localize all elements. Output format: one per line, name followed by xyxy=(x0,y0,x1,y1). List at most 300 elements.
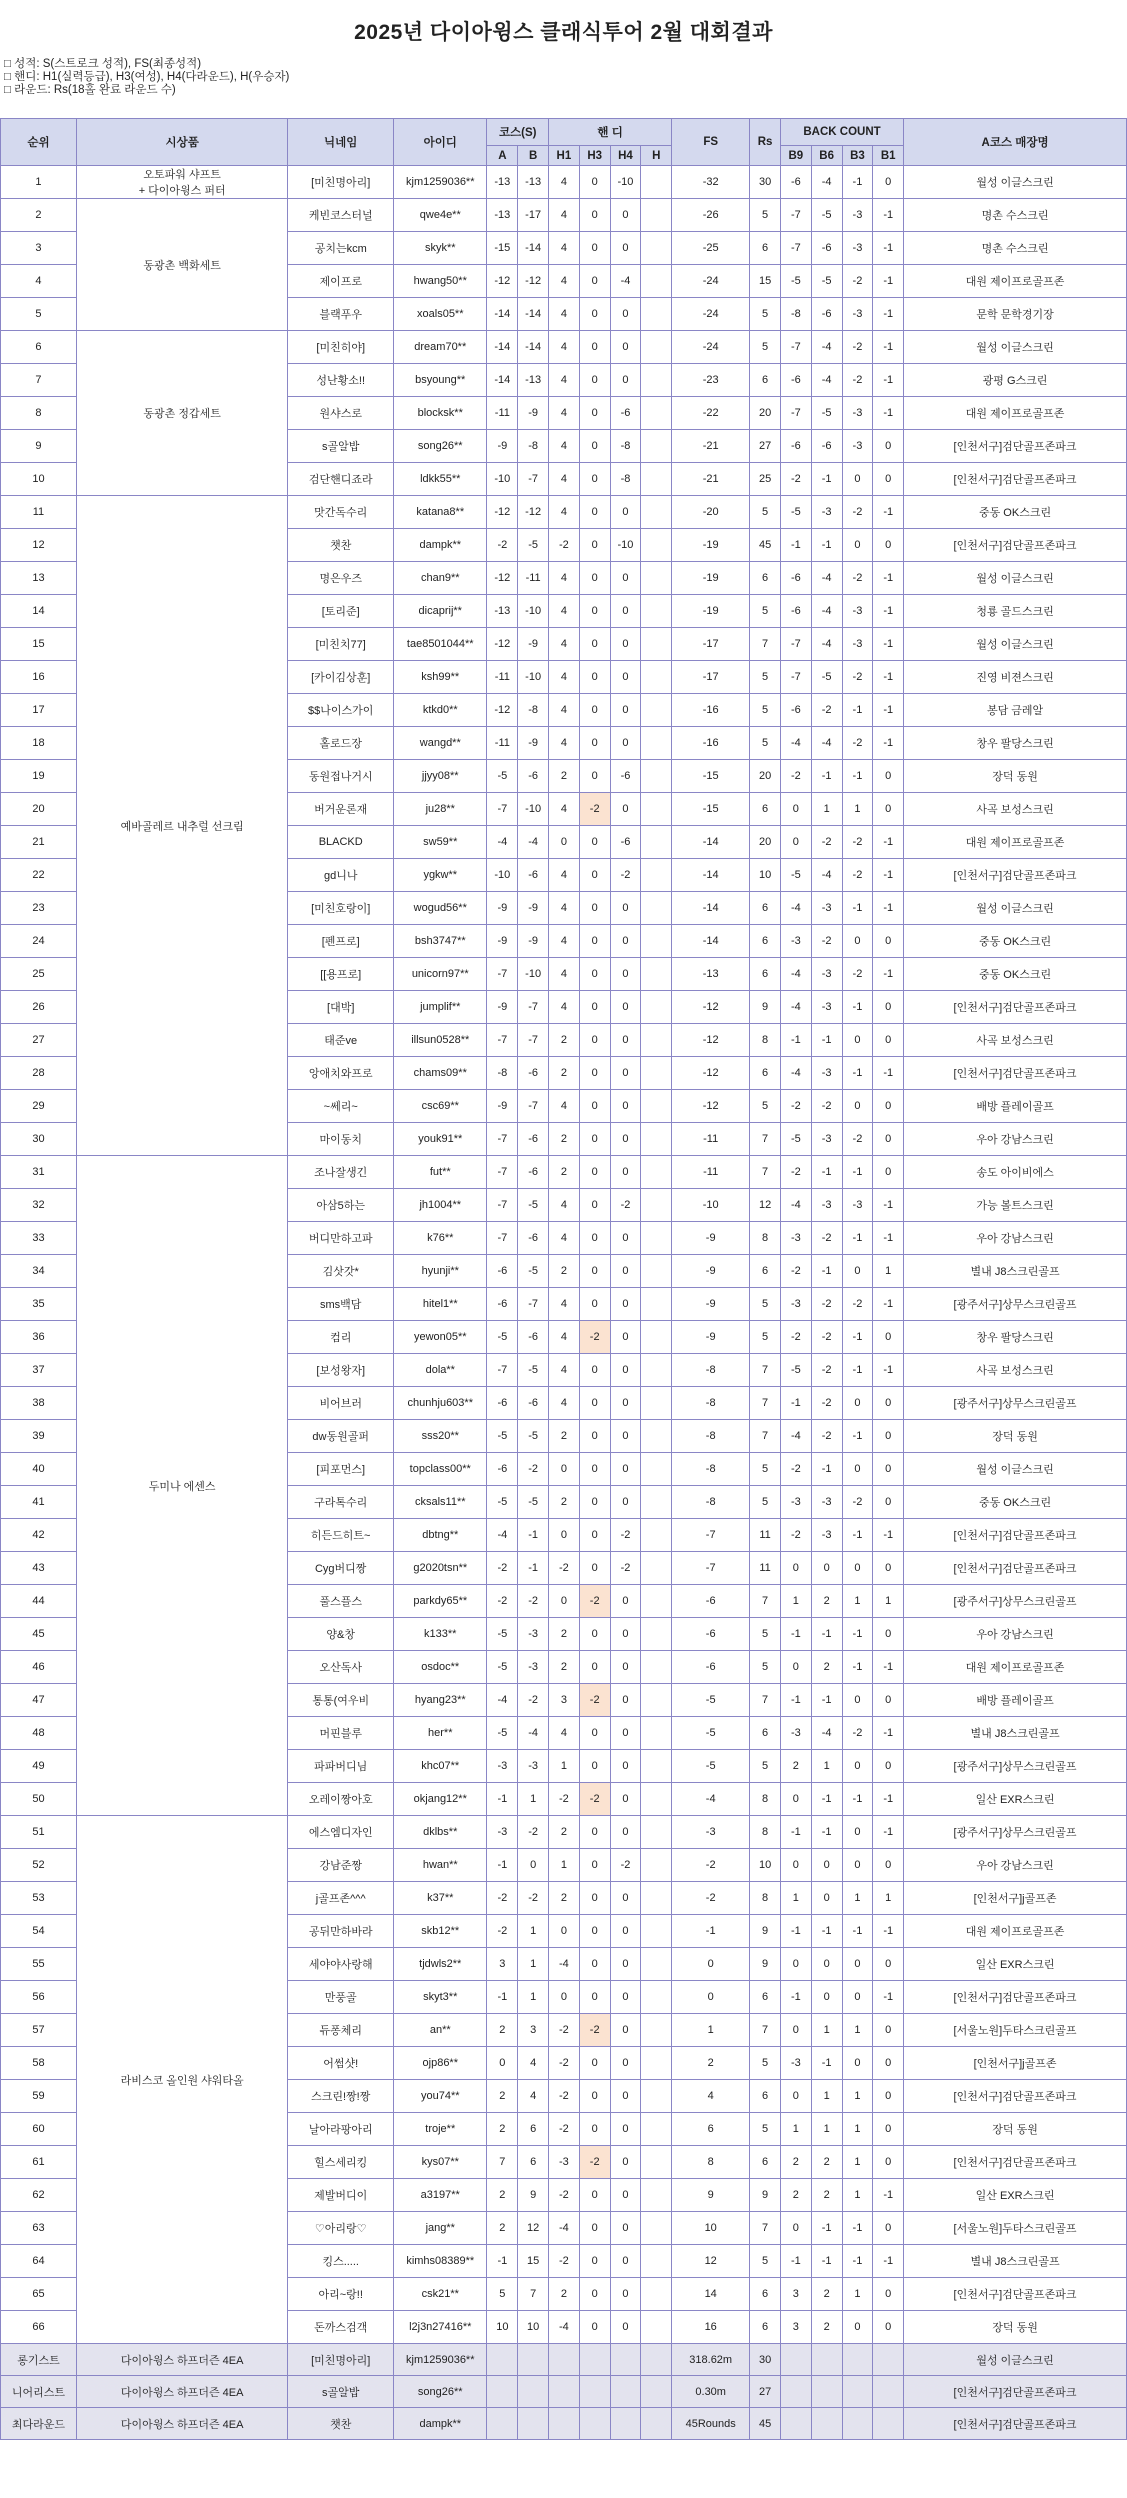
course-a-cell: 10 xyxy=(487,2311,518,2344)
b3-cell: 0 xyxy=(842,1552,873,1585)
nickname-cell: 오레이짱아호 xyxy=(288,1783,394,1816)
award-prize-cell: 다이아윙스 하프더즌 4EA xyxy=(76,2376,287,2408)
b6-cell: -4 xyxy=(811,628,842,661)
b9-cell: -1 xyxy=(780,529,811,562)
rank-cell: 16 xyxy=(1,661,77,694)
b6-cell: 1 xyxy=(811,1750,842,1783)
h1-cell: 4 xyxy=(549,265,580,298)
h3-cell: 0 xyxy=(579,1849,610,1882)
course-a-cell: -7 xyxy=(487,958,518,991)
b9-cell: -5 xyxy=(780,1123,811,1156)
b1-cell: 0 xyxy=(873,1090,904,1123)
b1-cell: -1 xyxy=(873,331,904,364)
course-b-cell: 4 xyxy=(518,2047,549,2080)
b9-cell: -6 xyxy=(780,562,811,595)
h-cell xyxy=(641,2278,672,2311)
b1-cell: 0 xyxy=(873,1486,904,1519)
h3-cell: 0 xyxy=(579,2080,610,2113)
h-cell xyxy=(641,1090,672,1123)
nickname-cell: 스크린!짱!짱 xyxy=(288,2080,394,2113)
award-empty-cell xyxy=(610,2376,641,2408)
b1-cell: 0 xyxy=(873,166,904,199)
h1-cell: 4 xyxy=(549,925,580,958)
course-b-cell: -7 xyxy=(518,1288,549,1321)
rank-cell: 27 xyxy=(1,1024,77,1057)
course-a-cell: -12 xyxy=(487,496,518,529)
store-cell: [인천서구]j골프존 xyxy=(904,2047,1127,2080)
h4-cell: 0 xyxy=(610,1255,641,1288)
rank-cell: 33 xyxy=(1,1222,77,1255)
course-b-cell: -7 xyxy=(518,1024,549,1057)
rank-cell: 59 xyxy=(1,2080,77,2113)
id-cell: dream70** xyxy=(394,331,487,364)
award-empty-cell xyxy=(641,2344,672,2376)
b6-cell: -1 xyxy=(811,1156,842,1189)
award-empty-cell xyxy=(641,2408,672,2440)
course-a-cell: -9 xyxy=(487,925,518,958)
h1-cell: 2 xyxy=(549,1024,580,1057)
h4-cell: 0 xyxy=(610,2278,641,2311)
store-cell: 창우 팔당스크린 xyxy=(904,727,1127,760)
course-b-cell: -13 xyxy=(518,166,549,199)
b9-cell: -3 xyxy=(780,1717,811,1750)
b6-cell: 2 xyxy=(811,2179,842,2212)
h1-cell: -4 xyxy=(549,2311,580,2344)
h3-cell: 0 xyxy=(579,1123,610,1156)
b6-cell: -5 xyxy=(811,397,842,430)
rs-cell: 5 xyxy=(750,595,781,628)
b3-cell: -2 xyxy=(842,661,873,694)
h3-cell: 0 xyxy=(579,1387,610,1420)
b3-cell: -2 xyxy=(842,826,873,859)
fs-cell: -1 xyxy=(672,1915,750,1948)
store-cell: 장덕 동원 xyxy=(904,2311,1127,2344)
b9-cell: -4 xyxy=(780,1420,811,1453)
b3-cell: -1 xyxy=(842,760,873,793)
nickname-cell: 마이동치 xyxy=(288,1123,394,1156)
b9-cell: -4 xyxy=(780,991,811,1024)
rank-cell: 36 xyxy=(1,1321,77,1354)
award-row xyxy=(1,2408,1127,2440)
b3-cell: 1 xyxy=(842,1585,873,1618)
course-b-cell: -2 xyxy=(518,1453,549,1486)
table-row xyxy=(1,331,1127,364)
store-cell: 월성 이글스크린 xyxy=(904,331,1127,364)
award-rs-cell: 45 xyxy=(750,2408,781,2440)
rank-cell: 18 xyxy=(1,727,77,760)
fs-cell: -5 xyxy=(672,1684,750,1717)
fs-cell: -14 xyxy=(672,859,750,892)
rank-cell: 17 xyxy=(1,694,77,727)
b3-cell: -3 xyxy=(842,595,873,628)
header-course: 코스(S) xyxy=(487,119,549,146)
rs-cell: 5 xyxy=(750,1486,781,1519)
rank-cell: 15 xyxy=(1,628,77,661)
rank-cell: 39 xyxy=(1,1420,77,1453)
course-b-cell: -3 xyxy=(518,1618,549,1651)
rs-cell: 9 xyxy=(750,1948,781,1981)
b6-cell: -2 xyxy=(811,1090,842,1123)
id-cell: k133** xyxy=(394,1618,487,1651)
id-cell: you74** xyxy=(394,2080,487,2113)
b3-cell: 0 xyxy=(842,1090,873,1123)
b1-cell: -1 xyxy=(873,1519,904,1552)
h-cell xyxy=(641,199,672,232)
rs-cell: 12 xyxy=(750,1189,781,1222)
h1-cell: 2 xyxy=(549,1882,580,1915)
h1-cell: 0 xyxy=(549,1915,580,1948)
b6-cell: -1 xyxy=(811,529,842,562)
rank-cell: 23 xyxy=(1,892,77,925)
h4-cell: -6 xyxy=(610,826,641,859)
fs-cell: -10 xyxy=(672,1189,750,1222)
h-cell xyxy=(641,1981,672,2014)
b9-cell: 0 xyxy=(780,1783,811,1816)
id-cell: an** xyxy=(394,2014,487,2047)
b6-cell: -4 xyxy=(811,595,842,628)
h1-cell: 2 xyxy=(549,1420,580,1453)
h1-cell: 4 xyxy=(549,364,580,397)
h3-cell: 0 xyxy=(579,1189,610,1222)
b6-cell: -3 xyxy=(811,991,842,1024)
rank-cell: 63 xyxy=(1,2212,77,2245)
h-cell xyxy=(641,2212,672,2245)
h4-cell: -8 xyxy=(610,463,641,496)
award-empty-cell xyxy=(873,2376,904,2408)
b9-cell: -8 xyxy=(780,298,811,331)
h1-cell: 4 xyxy=(549,793,580,826)
nickname-cell: 히든드히트~ xyxy=(288,1519,394,1552)
award-label-cell: 롱기스트 xyxy=(1,2344,77,2376)
id-cell: youk91** xyxy=(394,1123,487,1156)
id-cell: cksals11** xyxy=(394,1486,487,1519)
nickname-cell: 블랙푸우 xyxy=(288,298,394,331)
id-cell: sss20** xyxy=(394,1420,487,1453)
fs-cell: 12 xyxy=(672,2245,750,2278)
h4-cell: 0 xyxy=(610,1288,641,1321)
id-cell: l2j3n27416** xyxy=(394,2311,487,2344)
b9-cell: -4 xyxy=(780,727,811,760)
h4-cell: 0 xyxy=(610,298,641,331)
course-a-cell: -2 xyxy=(487,1552,518,1585)
fs-cell: -24 xyxy=(672,298,750,331)
b6-cell: -1 xyxy=(811,1255,842,1288)
b6-cell: -2 xyxy=(811,1288,842,1321)
course-b-cell: -1 xyxy=(518,1519,549,1552)
fs-cell: -8 xyxy=(672,1387,750,1420)
course-b-cell: -2 xyxy=(518,1684,549,1717)
b6-cell: -1 xyxy=(811,1684,842,1717)
b1-cell: -1 xyxy=(873,265,904,298)
h-cell xyxy=(641,1783,672,1816)
rank-cell: 35 xyxy=(1,1288,77,1321)
rs-cell: 27 xyxy=(750,430,781,463)
h4-cell: 0 xyxy=(610,1915,641,1948)
h1-cell: -2 xyxy=(549,2179,580,2212)
h1-cell: 4 xyxy=(549,562,580,595)
rank-cell: 25 xyxy=(1,958,77,991)
course-b-cell: -12 xyxy=(518,265,549,298)
course-a-cell: -5 xyxy=(487,1321,518,1354)
store-cell: 별내 J8스크린골프 xyxy=(904,1255,1127,1288)
h1-cell: 4 xyxy=(549,199,580,232)
id-cell: dbtng** xyxy=(394,1519,487,1552)
id-cell: ksh99** xyxy=(394,661,487,694)
course-a-cell: -1 xyxy=(487,1783,518,1816)
h4-cell: 0 xyxy=(610,1816,641,1849)
h1-cell: 0 xyxy=(549,1453,580,1486)
b9-cell: -3 xyxy=(780,1222,811,1255)
rank-cell: 3 xyxy=(1,232,77,265)
b6-cell: -5 xyxy=(811,199,842,232)
b3-cell: -1 xyxy=(842,166,873,199)
rank-cell: 62 xyxy=(1,2179,77,2212)
rank-cell: 64 xyxy=(1,2245,77,2278)
h4-cell: 0 xyxy=(610,331,641,364)
store-cell: 봉담 금레알 xyxy=(904,694,1127,727)
nickname-cell: 머핀블루 xyxy=(288,1717,394,1750)
rs-cell: 8 xyxy=(750,1024,781,1057)
b9-cell: -2 xyxy=(780,463,811,496)
fs-cell: -13 xyxy=(672,958,750,991)
b1-cell: -1 xyxy=(873,727,904,760)
h3-cell: -2 xyxy=(579,1783,610,1816)
nickname-cell: [미친치77] xyxy=(288,628,394,661)
h-cell xyxy=(641,397,672,430)
b6-cell: -4 xyxy=(811,1717,842,1750)
nickname-cell: sms백담 xyxy=(288,1288,394,1321)
rank-cell: 20 xyxy=(1,793,77,826)
rs-cell: 7 xyxy=(750,2212,781,2245)
h1-cell: -4 xyxy=(549,1948,580,1981)
b1-cell: 0 xyxy=(873,1156,904,1189)
rank-cell: 44 xyxy=(1,1585,77,1618)
rs-cell: 8 xyxy=(750,1222,781,1255)
header-b3: B3 xyxy=(842,146,873,166)
id-cell: dklbs** xyxy=(394,1816,487,1849)
h1-cell: 4 xyxy=(549,1189,580,1222)
b9-cell: 2 xyxy=(780,2179,811,2212)
store-cell: 사곡 보성스크린 xyxy=(904,1354,1127,1387)
rank-cell: 61 xyxy=(1,2146,77,2179)
b9-cell: -4 xyxy=(780,1057,811,1090)
nickname-cell: 검단핸디죠라 xyxy=(288,463,394,496)
rs-cell: 8 xyxy=(750,1816,781,1849)
b3-cell: -2 xyxy=(842,1717,873,1750)
h4-cell: 0 xyxy=(610,364,641,397)
course-a-cell: 2 xyxy=(487,2080,518,2113)
fs-cell: -8 xyxy=(672,1354,750,1387)
h4-cell: 0 xyxy=(610,1948,641,1981)
b6-cell: 2 xyxy=(811,2311,842,2344)
b3-cell: 0 xyxy=(842,1387,873,1420)
h4-cell: 0 xyxy=(610,925,641,958)
b1-cell: -1 xyxy=(873,1288,904,1321)
b3-cell: 0 xyxy=(842,925,873,958)
award-empty-cell xyxy=(873,2408,904,2440)
b3-cell: -2 xyxy=(842,958,873,991)
rs-cell: 6 xyxy=(750,2080,781,2113)
course-b-cell: 4 xyxy=(518,2080,549,2113)
course-b-cell: 6 xyxy=(518,2113,549,2146)
rs-cell: 6 xyxy=(750,793,781,826)
h-cell xyxy=(641,1585,672,1618)
h-cell xyxy=(641,793,672,826)
h-cell xyxy=(641,727,672,760)
h-cell xyxy=(641,496,672,529)
award-empty-cell xyxy=(842,2376,873,2408)
h3-cell: 0 xyxy=(579,1948,610,1981)
legend xyxy=(0,58,1127,118)
h1-cell: 2 xyxy=(549,1816,580,1849)
b3-cell: -1 xyxy=(842,2245,873,2278)
rs-cell: 6 xyxy=(750,232,781,265)
h4-cell: 0 xyxy=(610,2080,641,2113)
fs-cell: -25 xyxy=(672,232,750,265)
h4-cell: 0 xyxy=(610,2311,641,2344)
course-a-cell: -6 xyxy=(487,1387,518,1420)
b1-cell: 0 xyxy=(873,463,904,496)
fs-cell: -14 xyxy=(672,826,750,859)
h1-cell: 4 xyxy=(549,232,580,265)
b9-cell: -1 xyxy=(780,1981,811,2014)
rs-cell: 6 xyxy=(750,1255,781,1288)
award-empty-cell xyxy=(610,2344,641,2376)
course-b-cell: 0 xyxy=(518,1849,549,1882)
h1-cell: 2 xyxy=(549,760,580,793)
h3-cell: 0 xyxy=(579,1519,610,1552)
b3-cell: -1 xyxy=(842,1651,873,1684)
h3-cell: 0 xyxy=(579,2212,610,2245)
course-b-cell: -10 xyxy=(518,958,549,991)
nickname-cell: 듀퐁체리 xyxy=(288,2014,394,2047)
nickname-cell: 날아라팡아리 xyxy=(288,2113,394,2146)
rs-cell: 7 xyxy=(750,1387,781,1420)
id-cell: khc07** xyxy=(394,1750,487,1783)
course-a-cell: -9 xyxy=(487,430,518,463)
rank-cell: 29 xyxy=(1,1090,77,1123)
b6-cell: -4 xyxy=(811,364,842,397)
b1-cell: -1 xyxy=(873,397,904,430)
rs-cell: 9 xyxy=(750,991,781,1024)
b9-cell: 2 xyxy=(780,2146,811,2179)
fs-cell: -9 xyxy=(672,1255,750,1288)
b1-cell: 0 xyxy=(873,1123,904,1156)
h3-cell: 0 xyxy=(579,1552,610,1585)
h1-cell: 2 xyxy=(549,1057,580,1090)
id-cell: hyang23** xyxy=(394,1684,487,1717)
h-cell xyxy=(641,2047,672,2080)
h-cell xyxy=(641,2146,672,2179)
b6-cell: -3 xyxy=(811,1519,842,1552)
id-cell: ojp86** xyxy=(394,2047,487,2080)
h-cell xyxy=(641,958,672,991)
id-cell: illsun0528** xyxy=(394,1024,487,1057)
rs-cell: 7 xyxy=(750,628,781,661)
fs-cell: -16 xyxy=(672,727,750,760)
store-cell: 우아 강남스크린 xyxy=(904,1222,1127,1255)
rank-cell: 53 xyxy=(1,1882,77,1915)
course-b-cell: -5 xyxy=(518,1189,549,1222)
course-b-cell: -2 xyxy=(518,1816,549,1849)
store-cell: 진영 비젼스크린 xyxy=(904,661,1127,694)
b1-cell: 0 xyxy=(873,1453,904,1486)
nickname-cell: [카이김상훈] xyxy=(288,661,394,694)
b3-cell: 0 xyxy=(842,1750,873,1783)
b6-cell: 1 xyxy=(811,2113,842,2146)
rank-cell: 34 xyxy=(1,1255,77,1288)
b6-cell: -3 xyxy=(811,1486,842,1519)
store-cell: 일산 EXR스크린 xyxy=(904,1948,1127,1981)
course-b-cell: -13 xyxy=(518,364,549,397)
nickname-cell: 앙애치와프로 xyxy=(288,1057,394,1090)
store-cell: 장덕 동원 xyxy=(904,760,1127,793)
course-b-cell: -6 xyxy=(518,1387,549,1420)
b6-cell: -3 xyxy=(811,1123,842,1156)
b3-cell: 0 xyxy=(842,1255,873,1288)
rs-cell: 11 xyxy=(750,1552,781,1585)
b6-cell: -1 xyxy=(811,1783,842,1816)
store-cell: 일산 EXR스크린 xyxy=(904,2179,1127,2212)
h4-cell: 0 xyxy=(610,1651,641,1684)
id-cell: ktkd0** xyxy=(394,694,487,727)
id-cell: wogud56** xyxy=(394,892,487,925)
fs-cell: -12 xyxy=(672,1057,750,1090)
h-cell xyxy=(641,1849,672,1882)
rank-cell: 24 xyxy=(1,925,77,958)
b1-cell: 0 xyxy=(873,1849,904,1882)
h3-cell: 0 xyxy=(579,1057,610,1090)
h1-cell: -2 xyxy=(549,2047,580,2080)
header-rs: Rs xyxy=(750,119,781,166)
course-a-cell: -3 xyxy=(487,1816,518,1849)
h3-cell: 0 xyxy=(579,859,610,892)
h4-cell: -2 xyxy=(610,1519,641,1552)
course-a-cell: -6 xyxy=(487,1288,518,1321)
h4-cell: 0 xyxy=(610,892,641,925)
b9-cell: -5 xyxy=(780,496,811,529)
b9-cell: -1 xyxy=(780,1816,811,1849)
b3-cell: -1 xyxy=(842,1915,873,1948)
b9-cell: -2 xyxy=(780,1156,811,1189)
h3-cell: 0 xyxy=(579,199,610,232)
award-store-cell: [인천서구]검단골프존파크 xyxy=(904,2408,1127,2440)
h3-cell: 0 xyxy=(579,2311,610,2344)
b1-cell: 0 xyxy=(873,925,904,958)
store-cell: [서울노원]두타스크린골프 xyxy=(904,2014,1127,2047)
b6-cell: -1 xyxy=(811,2212,842,2245)
store-cell: [인천서구]j골프존 xyxy=(904,1882,1127,1915)
b1-cell: -1 xyxy=(873,1816,904,1849)
b6-cell: -6 xyxy=(811,298,842,331)
header-a: A xyxy=(487,146,518,166)
store-cell: [인천서구]검단골프존파크 xyxy=(904,1552,1127,1585)
h1-cell: 4 xyxy=(549,1354,580,1387)
b9-cell: 2 xyxy=(780,1750,811,1783)
award-empty-cell xyxy=(579,2376,610,2408)
rs-cell: 6 xyxy=(750,925,781,958)
h4-cell: 0 xyxy=(610,727,641,760)
fs-cell: -9 xyxy=(672,1222,750,1255)
h-cell xyxy=(641,2245,672,2278)
course-a-cell: -13 xyxy=(487,595,518,628)
id-cell: sw59** xyxy=(394,826,487,859)
fs-cell: -6 xyxy=(672,1585,750,1618)
h3-cell: 0 xyxy=(579,1618,610,1651)
nickname-cell: 제이프로 xyxy=(288,265,394,298)
fs-cell: -7 xyxy=(672,1519,750,1552)
rs-cell: 6 xyxy=(750,1981,781,2014)
